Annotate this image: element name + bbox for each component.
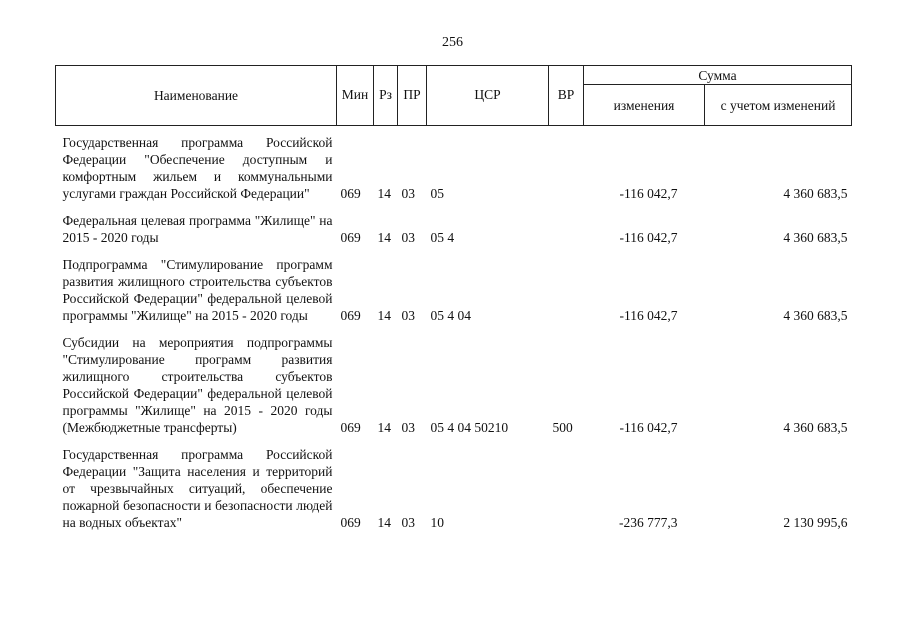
row-total: 4 360 683,5 <box>783 420 848 435</box>
row-rz: 14 <box>377 515 391 530</box>
header-name: Наименование <box>56 66 337 126</box>
row-vr <box>549 256 584 334</box>
row-min: 069 <box>340 230 361 245</box>
table-row <box>56 256 852 334</box>
row-pr: 03 <box>401 230 415 245</box>
header-rz: Рз <box>374 66 398 126</box>
table-row <box>56 126 852 213</box>
row-csr: 05 4 <box>430 230 455 245</box>
row-total: 2 130 995,6 <box>783 515 848 530</box>
row-change: -116 042,7 <box>619 308 678 323</box>
budget-table <box>55 65 852 541</box>
row-pr: 03 <box>401 515 415 530</box>
row-min: 069 <box>340 308 361 323</box>
row-change: -236 777,3 <box>619 515 678 530</box>
row-name: Подпрограмма "Стимулирование программ развития жилищного строительства субъектов Российской Федерации" федеральной целевой программы "Жилище" на 2015 - 2020 годы <box>62 257 333 323</box>
row-rz: 14 <box>377 308 391 323</box>
row-csr: 05 4 04 <box>430 308 471 323</box>
row-csr: 05 <box>430 186 444 201</box>
row-pr: 03 <box>401 308 415 323</box>
row-name: Субсидии на мероприятия подпрограммы "Стимулирование программ развития жилищного строительства субъектов Российской Федерации" федеральной целевой программы "Жилище" на 2015 - 2020 годы (Межбюджетные трансферты) <box>62 335 333 435</box>
row-vr: 500 <box>552 420 573 435</box>
header-with-change: с учетом изменений <box>705 85 852 126</box>
table-row <box>56 446 852 541</box>
header-csr: ЦСР <box>427 66 549 126</box>
row-csr: 05 4 04 50210 <box>430 420 509 435</box>
row-total: 4 360 683,5 <box>783 230 848 245</box>
row-change: -116 042,7 <box>619 230 678 245</box>
row-change: -116 042,7 <box>619 420 678 435</box>
row-rz: 14 <box>377 230 391 245</box>
row-total: 4 360 683,5 <box>783 308 848 323</box>
row-rz: 14 <box>377 420 391 435</box>
row-rz: 14 <box>377 186 391 201</box>
header-pr: ПР <box>398 66 427 126</box>
row-name: Государственная программа Российской Федерации "Обеспечение доступным и комфортным жильем и коммунальными услугами граждан Российской Федерации" <box>62 135 333 201</box>
row-min: 069 <box>340 186 361 201</box>
row-vr <box>549 212 584 256</box>
row-vr <box>549 126 584 213</box>
row-name: Государственная программа Российской Федерации "Защита населения и территорий от чрезвычайных ситуаций, обеспечение пожарной безопасности и безопасности людей на водных объектах" <box>62 447 333 530</box>
row-pr: 03 <box>401 420 415 435</box>
table-row <box>56 334 852 446</box>
row-pr: 03 <box>401 186 415 201</box>
header-change: изменения <box>584 85 705 126</box>
row-min: 069 <box>340 515 361 530</box>
row-name: Федеральная целевая программа "Жилище" на 2015 - 2020 годы <box>62 213 333 245</box>
table-body <box>56 126 852 542</box>
row-csr: 10 <box>430 515 444 530</box>
row-vr <box>549 446 584 541</box>
row-min: 069 <box>340 420 361 435</box>
page-number: 256 <box>442 35 463 50</box>
table-row <box>56 212 852 256</box>
row-total: 4 360 683,5 <box>783 186 848 201</box>
header-vr: ВР <box>549 66 584 126</box>
row-change: -116 042,7 <box>619 186 678 201</box>
table-header <box>56 66 852 126</box>
header-min: Мин <box>337 66 374 126</box>
header-sum: Сумма <box>584 66 852 85</box>
